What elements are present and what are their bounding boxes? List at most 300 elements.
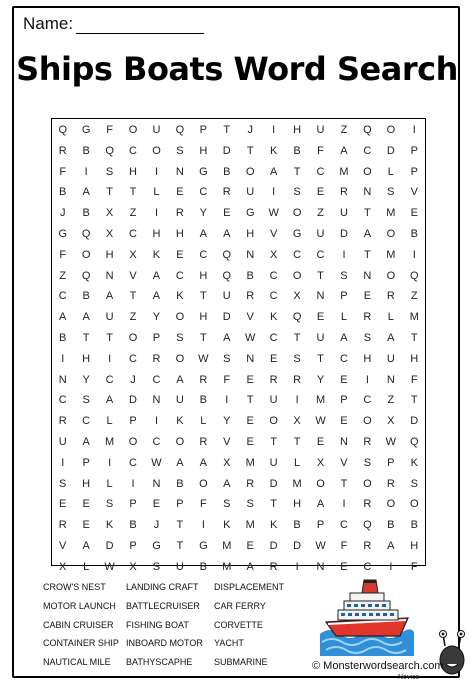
grid-letter[interactable]: B	[199, 560, 208, 573]
grid-letter[interactable]: Z	[59, 269, 67, 282]
grid-letter[interactable]: G	[199, 539, 208, 552]
grid-letter[interactable]: F	[410, 560, 418, 573]
grid-letter[interactable]: B	[293, 144, 301, 157]
grid-letter[interactable]: M	[222, 539, 232, 552]
grid-letter[interactable]: E	[246, 373, 254, 386]
grid-letter[interactable]: T	[129, 186, 137, 199]
grid-letter[interactable]: D	[222, 311, 231, 324]
grid-letter[interactable]: C	[82, 415, 91, 428]
grid-letter[interactable]: F	[340, 539, 348, 552]
grid-letter[interactable]: Z	[129, 207, 137, 220]
grid-letter[interactable]: A	[223, 331, 231, 344]
grid-letter[interactable]: M	[386, 248, 396, 261]
grid-letter[interactable]: S	[340, 269, 348, 282]
grid-letter[interactable]: E	[59, 498, 67, 511]
grid-letter[interactable]: H	[82, 352, 91, 365]
grid-letter[interactable]: S	[152, 560, 161, 573]
grid-letter[interactable]: H	[199, 269, 208, 282]
grid-letter[interactable]: T	[340, 477, 348, 490]
grid-letter[interactable]: C	[199, 186, 208, 199]
grid-letter[interactable]: T	[410, 394, 418, 407]
grid-letter[interactable]: B	[410, 227, 418, 240]
grid-letter[interactable]: I	[295, 560, 299, 573]
grid-letter[interactable]: X	[105, 207, 114, 220]
grid-letter[interactable]: M	[222, 560, 232, 573]
grid-letter[interactable]: A	[223, 477, 231, 490]
grid-letter[interactable]: K	[269, 144, 278, 157]
grid-letter[interactable]: A	[269, 165, 278, 178]
grid-letter[interactable]: W	[104, 560, 115, 573]
grid-letter[interactable]: F	[199, 498, 207, 511]
grid-letter[interactable]: Q	[410, 269, 419, 282]
grid-letter[interactable]: T	[246, 144, 254, 157]
grid-letter[interactable]: F	[223, 373, 231, 386]
grid-letter[interactable]: B	[246, 269, 254, 282]
grid-letter[interactable]: M	[339, 165, 349, 178]
grid-letter[interactable]: A	[316, 498, 325, 511]
grid-letter[interactable]: D	[269, 477, 278, 490]
grid-letter[interactable]: U	[339, 207, 348, 220]
grid-letter[interactable]: P	[340, 394, 348, 407]
grid-letter[interactable]: W	[315, 415, 326, 428]
grid-letter[interactable]: F	[317, 144, 324, 157]
grid-letter[interactable]: Q	[363, 519, 372, 532]
grid-letter[interactable]: X	[129, 248, 137, 261]
grid-letter[interactable]: C	[269, 269, 278, 282]
grid-letter[interactable]: U	[316, 331, 325, 344]
grid-letter[interactable]: U	[105, 311, 114, 324]
grid-letter[interactable]: D	[339, 227, 348, 240]
grid-letter[interactable]: O	[292, 207, 302, 220]
grid-letter[interactable]: A	[340, 331, 348, 344]
grid-letter[interactable]: N	[175, 165, 184, 178]
grid-letter[interactable]: I	[61, 352, 65, 365]
grid-letter[interactable]: T	[129, 290, 137, 303]
grid-letter[interactable]: A	[176, 373, 184, 386]
grid-letter[interactable]: P	[340, 290, 348, 303]
grid-letter[interactable]: W	[315, 539, 326, 552]
grid-letter[interactable]: C	[129, 352, 137, 365]
grid-letter[interactable]: Z	[410, 290, 418, 303]
grid-letter[interactable]: X	[316, 456, 325, 469]
grid-letter[interactable]: T	[364, 207, 371, 220]
grid-letter[interactable]: A	[176, 456, 184, 469]
grid-letter[interactable]: U	[269, 394, 278, 407]
grid-letter[interactable]: T	[82, 331, 90, 344]
grid-letter[interactable]: E	[316, 435, 325, 448]
grid-letter[interactable]: Y	[316, 373, 325, 386]
grid-letter[interactable]: E	[246, 415, 254, 428]
grid-letter[interactable]: D	[293, 539, 302, 552]
grid-letter[interactable]: Z	[340, 124, 348, 136]
grid-letter[interactable]: I	[131, 477, 135, 490]
grid-letter[interactable]: U	[316, 227, 325, 240]
grid-letter[interactable]: R	[363, 539, 372, 552]
grid-letter[interactable]: I	[108, 456, 112, 469]
grid-letter[interactable]: E	[316, 311, 325, 324]
grid-letter[interactable]: T	[317, 352, 324, 365]
grid-letter[interactable]: F	[59, 248, 67, 261]
grid-letter[interactable]: P	[152, 331, 161, 344]
grid-letter[interactable]: E	[340, 415, 348, 428]
grid-letter[interactable]: H	[199, 311, 208, 324]
grid-letter[interactable]: A	[246, 560, 254, 573]
grid-letter[interactable]: A	[82, 311, 90, 324]
grid-letter[interactable]: U	[58, 435, 67, 448]
grid-letter[interactable]: O	[175, 311, 185, 324]
grid-letter[interactable]: I	[295, 394, 299, 407]
grid-letter[interactable]: O	[363, 165, 372, 178]
grid-letter[interactable]: A	[105, 394, 114, 407]
grid-letter[interactable]: Z	[317, 207, 324, 220]
grid-letter[interactable]: K	[176, 290, 184, 303]
grid-letter[interactable]: H	[105, 248, 114, 261]
grid-letter[interactable]: C	[363, 560, 372, 573]
grid-letter[interactable]: I	[389, 560, 393, 573]
grid-letter[interactable]: O	[386, 227, 396, 240]
grid-letter[interactable]: D	[129, 394, 137, 407]
grid-letter[interactable]: L	[387, 165, 394, 178]
grid-letter[interactable]: I	[365, 373, 369, 386]
grid-letter[interactable]: O	[363, 415, 372, 428]
grid-letter[interactable]: T	[106, 186, 113, 199]
grid-letter[interactable]: C	[316, 165, 325, 178]
grid-letter[interactable]: U	[269, 456, 278, 469]
grid-letter[interactable]: A	[152, 269, 161, 282]
grid-letter[interactable]: U	[246, 186, 255, 199]
grid-letter[interactable]: X	[293, 290, 301, 303]
grid-letter[interactable]: C	[129, 456, 137, 469]
grid-letter[interactable]: T	[199, 290, 207, 303]
grid-letter[interactable]: S	[410, 477, 418, 490]
grid-letter[interactable]: U	[222, 290, 231, 303]
grid-letter[interactable]: I	[342, 498, 346, 511]
grid-letter[interactable]: V	[410, 186, 418, 199]
grid-letter[interactable]: V	[129, 269, 137, 282]
grid-letter[interactable]: Q	[175, 124, 185, 136]
grid-letter[interactable]: H	[363, 352, 372, 365]
grid-letter[interactable]: R	[269, 560, 278, 573]
grid-letter[interactable]: T	[199, 331, 207, 344]
grid-letter[interactable]: T	[293, 435, 301, 448]
grid-letter[interactable]: T	[176, 539, 184, 552]
grid-letter[interactable]: I	[154, 207, 158, 220]
grid-letter[interactable]: A	[105, 290, 114, 303]
grid-letter[interactable]: Q	[81, 227, 91, 240]
grid-letter[interactable]: S	[59, 477, 67, 490]
grid-letter[interactable]: D	[105, 539, 114, 552]
grid-letter[interactable]: Y	[152, 311, 161, 324]
grid-letter[interactable]: E	[340, 373, 348, 386]
grid-letter[interactable]: P	[410, 165, 418, 178]
grid-letter[interactable]: F	[410, 373, 418, 386]
grid-letter[interactable]: N	[363, 186, 372, 199]
grid-letter[interactable]: H	[129, 165, 137, 178]
grid-letter[interactable]: S	[105, 498, 114, 511]
grid-letter[interactable]: B	[82, 207, 90, 220]
grid-letter[interactable]: E	[176, 248, 184, 261]
grid-letter[interactable]: Z	[387, 394, 395, 407]
grid-letter[interactable]: A	[59, 311, 67, 324]
grid-letter[interactable]: R	[175, 207, 184, 220]
grid-letter[interactable]: C	[152, 373, 161, 386]
grid-letter[interactable]: V	[246, 311, 254, 324]
grid-letter[interactable]: A	[199, 456, 208, 469]
grid-letter[interactable]: X	[387, 415, 395, 428]
grid-letter[interactable]: R	[293, 373, 302, 386]
grid-letter[interactable]: O	[269, 415, 278, 428]
grid-letter[interactable]: C	[175, 269, 184, 282]
grid-letter[interactable]: K	[269, 519, 278, 532]
grid-letter[interactable]: Q	[222, 248, 232, 261]
grid-letter[interactable]: J	[130, 373, 136, 386]
grid-letter[interactable]: E	[269, 352, 278, 365]
grid-letter[interactable]: U	[152, 124, 161, 136]
grid-letter[interactable]: X	[105, 227, 114, 240]
grid-letter[interactable]: I	[108, 352, 112, 365]
grid-letter[interactable]: G	[245, 207, 255, 220]
grid-letter[interactable]: O	[363, 477, 372, 490]
grid-letter[interactable]: G	[81, 124, 91, 136]
puzzle-grid[interactable]	[51, 120, 426, 578]
grid-letter[interactable]: C	[339, 519, 348, 532]
grid-letter[interactable]: N	[105, 269, 114, 282]
grid-letter[interactable]: H	[410, 352, 419, 365]
grid-letter[interactable]: R	[58, 144, 67, 157]
grid-letter[interactable]: A	[82, 539, 90, 552]
grid-letter[interactable]: S	[82, 394, 90, 407]
grid-letter[interactable]: I	[272, 124, 276, 136]
grid-letter[interactable]: C	[293, 248, 302, 261]
grid-letter[interactable]: O	[245, 165, 255, 178]
grid-letter[interactable]: G	[199, 165, 208, 178]
name-input-line[interactable]	[76, 33, 204, 34]
grid-letter[interactable]: K	[223, 519, 231, 532]
grid-letter[interactable]: E	[340, 560, 348, 573]
grid-letter[interactable]: W	[151, 456, 162, 469]
grid-letter[interactable]: H	[410, 539, 419, 552]
grid-letter[interactable]: A	[387, 539, 395, 552]
grid-letter[interactable]: P	[129, 415, 137, 428]
grid-letter[interactable]: Q	[58, 124, 67, 136]
grid-letter[interactable]: N	[363, 269, 372, 282]
grid-letter[interactable]: O	[81, 248, 91, 261]
grid-letter[interactable]: N	[246, 248, 255, 261]
grid-letter[interactable]: R	[246, 477, 255, 490]
grid-letter[interactable]: Y	[82, 373, 90, 386]
grid-letter[interactable]: C	[58, 394, 67, 407]
grid-letter[interactable]: B	[59, 186, 67, 199]
grid-letter[interactable]: C	[58, 290, 67, 303]
grid-letter[interactable]: Y	[223, 415, 231, 428]
grid-letter[interactable]: P	[129, 498, 137, 511]
grid-letter[interactable]: H	[293, 498, 302, 511]
grid-letter[interactable]: B	[410, 519, 418, 532]
grid-letter[interactable]: A	[340, 144, 348, 157]
grid-letter[interactable]: C	[105, 373, 114, 386]
grid-letter[interactable]: I	[61, 456, 65, 469]
grid-letter[interactable]: L	[294, 456, 301, 469]
grid-letter[interactable]: D	[222, 144, 231, 157]
grid-letter[interactable]: N	[316, 290, 325, 303]
grid-letter[interactable]: R	[269, 373, 278, 386]
grid-letter[interactable]: V	[59, 539, 67, 552]
grid-letter[interactable]: O	[386, 269, 396, 282]
grid-letter[interactable]: E	[82, 519, 90, 532]
grid-letter[interactable]: Q	[292, 311, 302, 324]
grid-letter[interactable]: Q	[222, 269, 232, 282]
grid-letter[interactable]: S	[223, 352, 231, 365]
grid-letter[interactable]: Q	[105, 144, 114, 157]
grid-letter[interactable]: O	[292, 269, 302, 282]
grid-letter[interactable]: L	[387, 311, 394, 324]
grid-letter[interactable]: W	[198, 352, 209, 365]
grid-letter[interactable]: R	[339, 186, 348, 199]
grid-letter[interactable]: E	[246, 435, 254, 448]
grid-letter[interactable]: R	[58, 519, 67, 532]
grid-letter[interactable]: R	[363, 435, 372, 448]
grid-letter[interactable]: K	[152, 248, 161, 261]
grid-letter[interactable]: H	[152, 227, 161, 240]
grid-letter[interactable]: X	[269, 248, 278, 261]
grid-letter[interactable]: O	[386, 498, 396, 511]
grid-letter[interactable]: I	[342, 248, 346, 261]
grid-letter[interactable]: G	[152, 539, 161, 552]
grid-letter[interactable]: C	[269, 331, 278, 344]
grid-letter[interactable]: C	[316, 248, 325, 261]
grid-letter[interactable]: M	[315, 394, 326, 407]
grid-letter[interactable]: O	[199, 477, 208, 490]
grid-letter[interactable]: A	[387, 331, 395, 344]
grid-letter[interactable]: C	[129, 144, 137, 157]
grid-letter[interactable]: S	[176, 144, 184, 157]
grid-letter[interactable]: T	[364, 248, 371, 261]
grid-letter[interactable]: C	[269, 290, 278, 303]
grid-letter[interactable]: E	[246, 539, 254, 552]
grid-letter[interactable]: I	[412, 248, 416, 261]
grid-letter[interactable]: A	[152, 290, 161, 303]
grid-letter[interactable]: R	[363, 498, 372, 511]
grid-letter[interactable]: O	[152, 144, 161, 157]
grid-letter[interactable]: L	[106, 415, 113, 428]
grid-letter[interactable]: A	[82, 435, 90, 448]
grid-letter[interactable]: T	[246, 394, 254, 407]
grid-letter[interactable]: C	[129, 227, 137, 240]
grid-letter[interactable]: B	[129, 519, 137, 532]
grid-letter[interactable]: M	[386, 207, 396, 220]
grid-letter[interactable]: A	[82, 186, 90, 199]
grid-letter[interactable]: M	[245, 456, 255, 469]
grid-letter[interactable]: O	[410, 498, 419, 511]
grid-letter[interactable]: Q	[81, 269, 91, 282]
grid-letter[interactable]: L	[106, 477, 113, 490]
grid-letter[interactable]: M	[245, 519, 255, 532]
grid-letter[interactable]: T	[223, 124, 231, 136]
grid-letter[interactable]: I	[154, 165, 158, 178]
grid-letter[interactable]: C	[152, 435, 161, 448]
grid-letter[interactable]: B	[223, 165, 231, 178]
grid-letter[interactable]: X	[223, 456, 231, 469]
grid-letter[interactable]: R	[363, 311, 372, 324]
grid-letter[interactable]: C	[363, 144, 372, 157]
grid-letter[interactable]: N	[152, 477, 161, 490]
grid-letter[interactable]: T	[293, 331, 301, 344]
grid-letter[interactable]: O	[175, 352, 185, 365]
grid-letter[interactable]: P	[316, 519, 325, 532]
grid-letter[interactable]: R	[199, 435, 208, 448]
grid-letter[interactable]: B	[387, 519, 395, 532]
grid-letter[interactable]: O	[128, 435, 138, 448]
grid-letter[interactable]: P	[129, 539, 137, 552]
grid-letter[interactable]: S	[363, 331, 372, 344]
grid-letter[interactable]: O	[128, 331, 138, 344]
grid-letter[interactable]: A	[363, 227, 372, 240]
grid-letter[interactable]: N	[246, 352, 255, 365]
grid-letter[interactable]: S	[246, 498, 254, 511]
grid-letter[interactable]: O	[128, 124, 138, 136]
grid-letter[interactable]: P	[82, 456, 90, 469]
grid-letter[interactable]: R	[222, 186, 231, 199]
grid-letter[interactable]: K	[410, 456, 418, 469]
grid-letter[interactable]: J	[153, 519, 160, 532]
grid-letter[interactable]: T	[410, 331, 418, 344]
grid-letter[interactable]: N	[58, 373, 67, 386]
grid-letter[interactable]: S	[223, 498, 231, 511]
grid-letter[interactable]: C	[199, 248, 208, 261]
grid-letter[interactable]: E	[410, 207, 418, 220]
grid-letter[interactable]: B	[82, 290, 90, 303]
grid-letter[interactable]: L	[153, 186, 160, 199]
grid-letter[interactable]: O	[386, 124, 396, 136]
grid-letter[interactable]: N	[386, 373, 395, 386]
grid-letter[interactable]: C	[363, 394, 372, 407]
grid-letter[interactable]: S	[363, 456, 372, 469]
grid-letter[interactable]: Q	[410, 435, 419, 448]
grid-letter[interactable]: P	[410, 144, 418, 157]
grid-letter[interactable]: J	[59, 207, 66, 220]
grid-letter[interactable]: O	[175, 435, 185, 448]
grid-letter[interactable]: W	[268, 207, 279, 220]
grid-letter[interactable]: L	[340, 311, 348, 324]
grid-letter[interactable]: R	[199, 373, 208, 386]
grid-letter[interactable]: R	[246, 290, 255, 303]
grid-letter[interactable]: H	[199, 144, 208, 157]
grid-letter[interactable]: U	[386, 352, 395, 365]
grid-letter[interactable]: R	[152, 352, 161, 365]
grid-letter[interactable]: H	[82, 477, 91, 490]
grid-letter[interactable]: Y	[199, 207, 208, 220]
grid-letter[interactable]: E	[316, 186, 325, 199]
grid-letter[interactable]: S	[387, 186, 395, 199]
grid-letter[interactable]: I	[84, 165, 88, 178]
grid-letter[interactable]: M	[105, 435, 115, 448]
grid-letter[interactable]: E	[363, 290, 372, 303]
grid-letter[interactable]: S	[293, 186, 301, 199]
grid-letter[interactable]: X	[59, 560, 67, 573]
grid-letter[interactable]: I	[201, 519, 205, 532]
grid-letter[interactable]: K	[269, 311, 278, 324]
grid-letter[interactable]: A	[199, 227, 208, 240]
grid-letter[interactable]: F	[106, 124, 113, 136]
grid-letter[interactable]: H	[246, 227, 255, 240]
grid-letter[interactable]: N	[316, 560, 325, 573]
grid-letter[interactable]: B	[199, 394, 208, 407]
grid-letter[interactable]: H	[175, 227, 184, 240]
grid-letter[interactable]: K	[176, 415, 184, 428]
grid-letter[interactable]: B	[59, 331, 67, 344]
grid-letter[interactable]: Z	[129, 311, 137, 324]
grid-letter[interactable]: U	[175, 560, 184, 573]
